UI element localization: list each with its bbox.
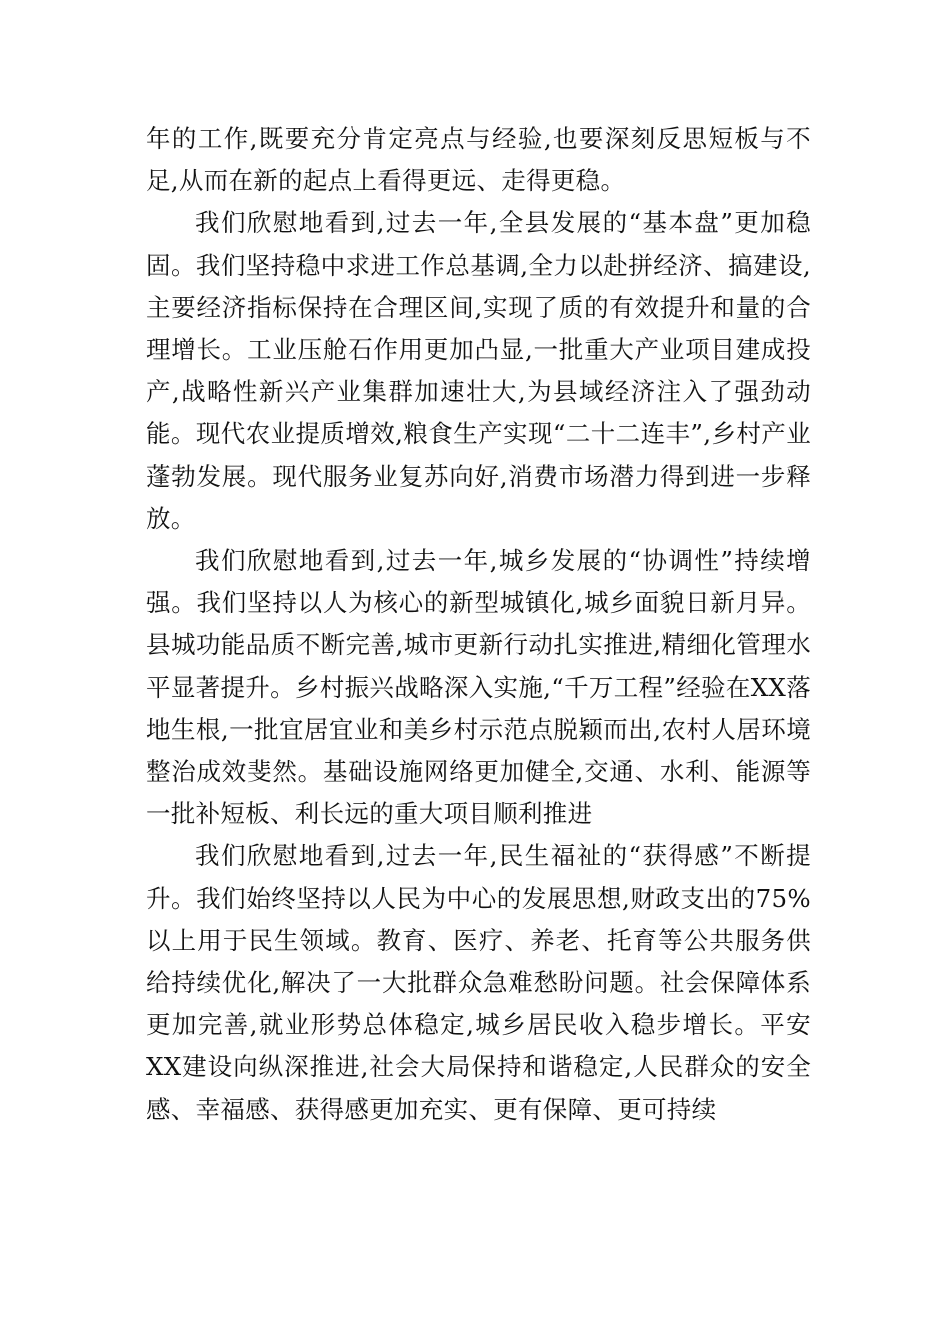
paragraph-livelihood: 我们欣慰地看到,过去一年,民生福祉的“获得感”不断提升。我们始终坚持以人民为中心的发展思想,财政支出的75%以上用于民生领域。教育、医疗、养老、托育等公共服务供给持续优化,解决了一大批群众急难愁盼问题。社会保障体系更加完善,就业形势总体稳定,城乡居民收入稳步增长。平安XX建设向纵深推进,社会大局保持和谐稳定,人民群众的安全感、幸福感、获得感更加充实、更有保障、更可持续	[146, 841, 811, 1124]
document-body	[146, 118, 811, 1131]
paragraph-economy: 我们欣慰地看到,过去一年,全县发展的“基本盘”更加稳固。我们坚持稳中求进工作总基调,全力以赴拼经济、搞建设,主要经济指标保持在合理区间,实现了质的有效提升和量的合理增长。工业压舱石作用更加凸显,一批重大产业项目建成投产,战略性新兴产业集群加速壮大,为县域经济注入了强劲动能。现代农业提质增效,粮食生产实现“二十二连丰”,乡村产业蓬勃发展。现代服务业复苏向好,消费市场潜力得到进一步释放。	[146, 208, 811, 533]
paragraph-continuation: 年的工作,既要充分肯定亮点与经验,也要深刻反思短板与不足,从而在新的起点上看得更远、走得更稳。	[146, 124, 811, 196]
paragraph-urban-rural: 我们欣慰地看到,过去一年,城乡发展的“协调性”持续增强。我们坚持以人为核心的新型城镇化,城乡面貌日新月异。县城功能品质不断完善,城市更新行动扎实推进,精细化管理水平显著提升。乡村振兴战略深入实施,“千万工程”经验在XX落地生根,一批宜居宜业和美乡村示范点脱颖而出,农村人居环境整治成效斐然。基础设施网络更加健全,交通、水利、能源等一批补短板、利长远的重大项目顺利推进	[146, 546, 811, 829]
